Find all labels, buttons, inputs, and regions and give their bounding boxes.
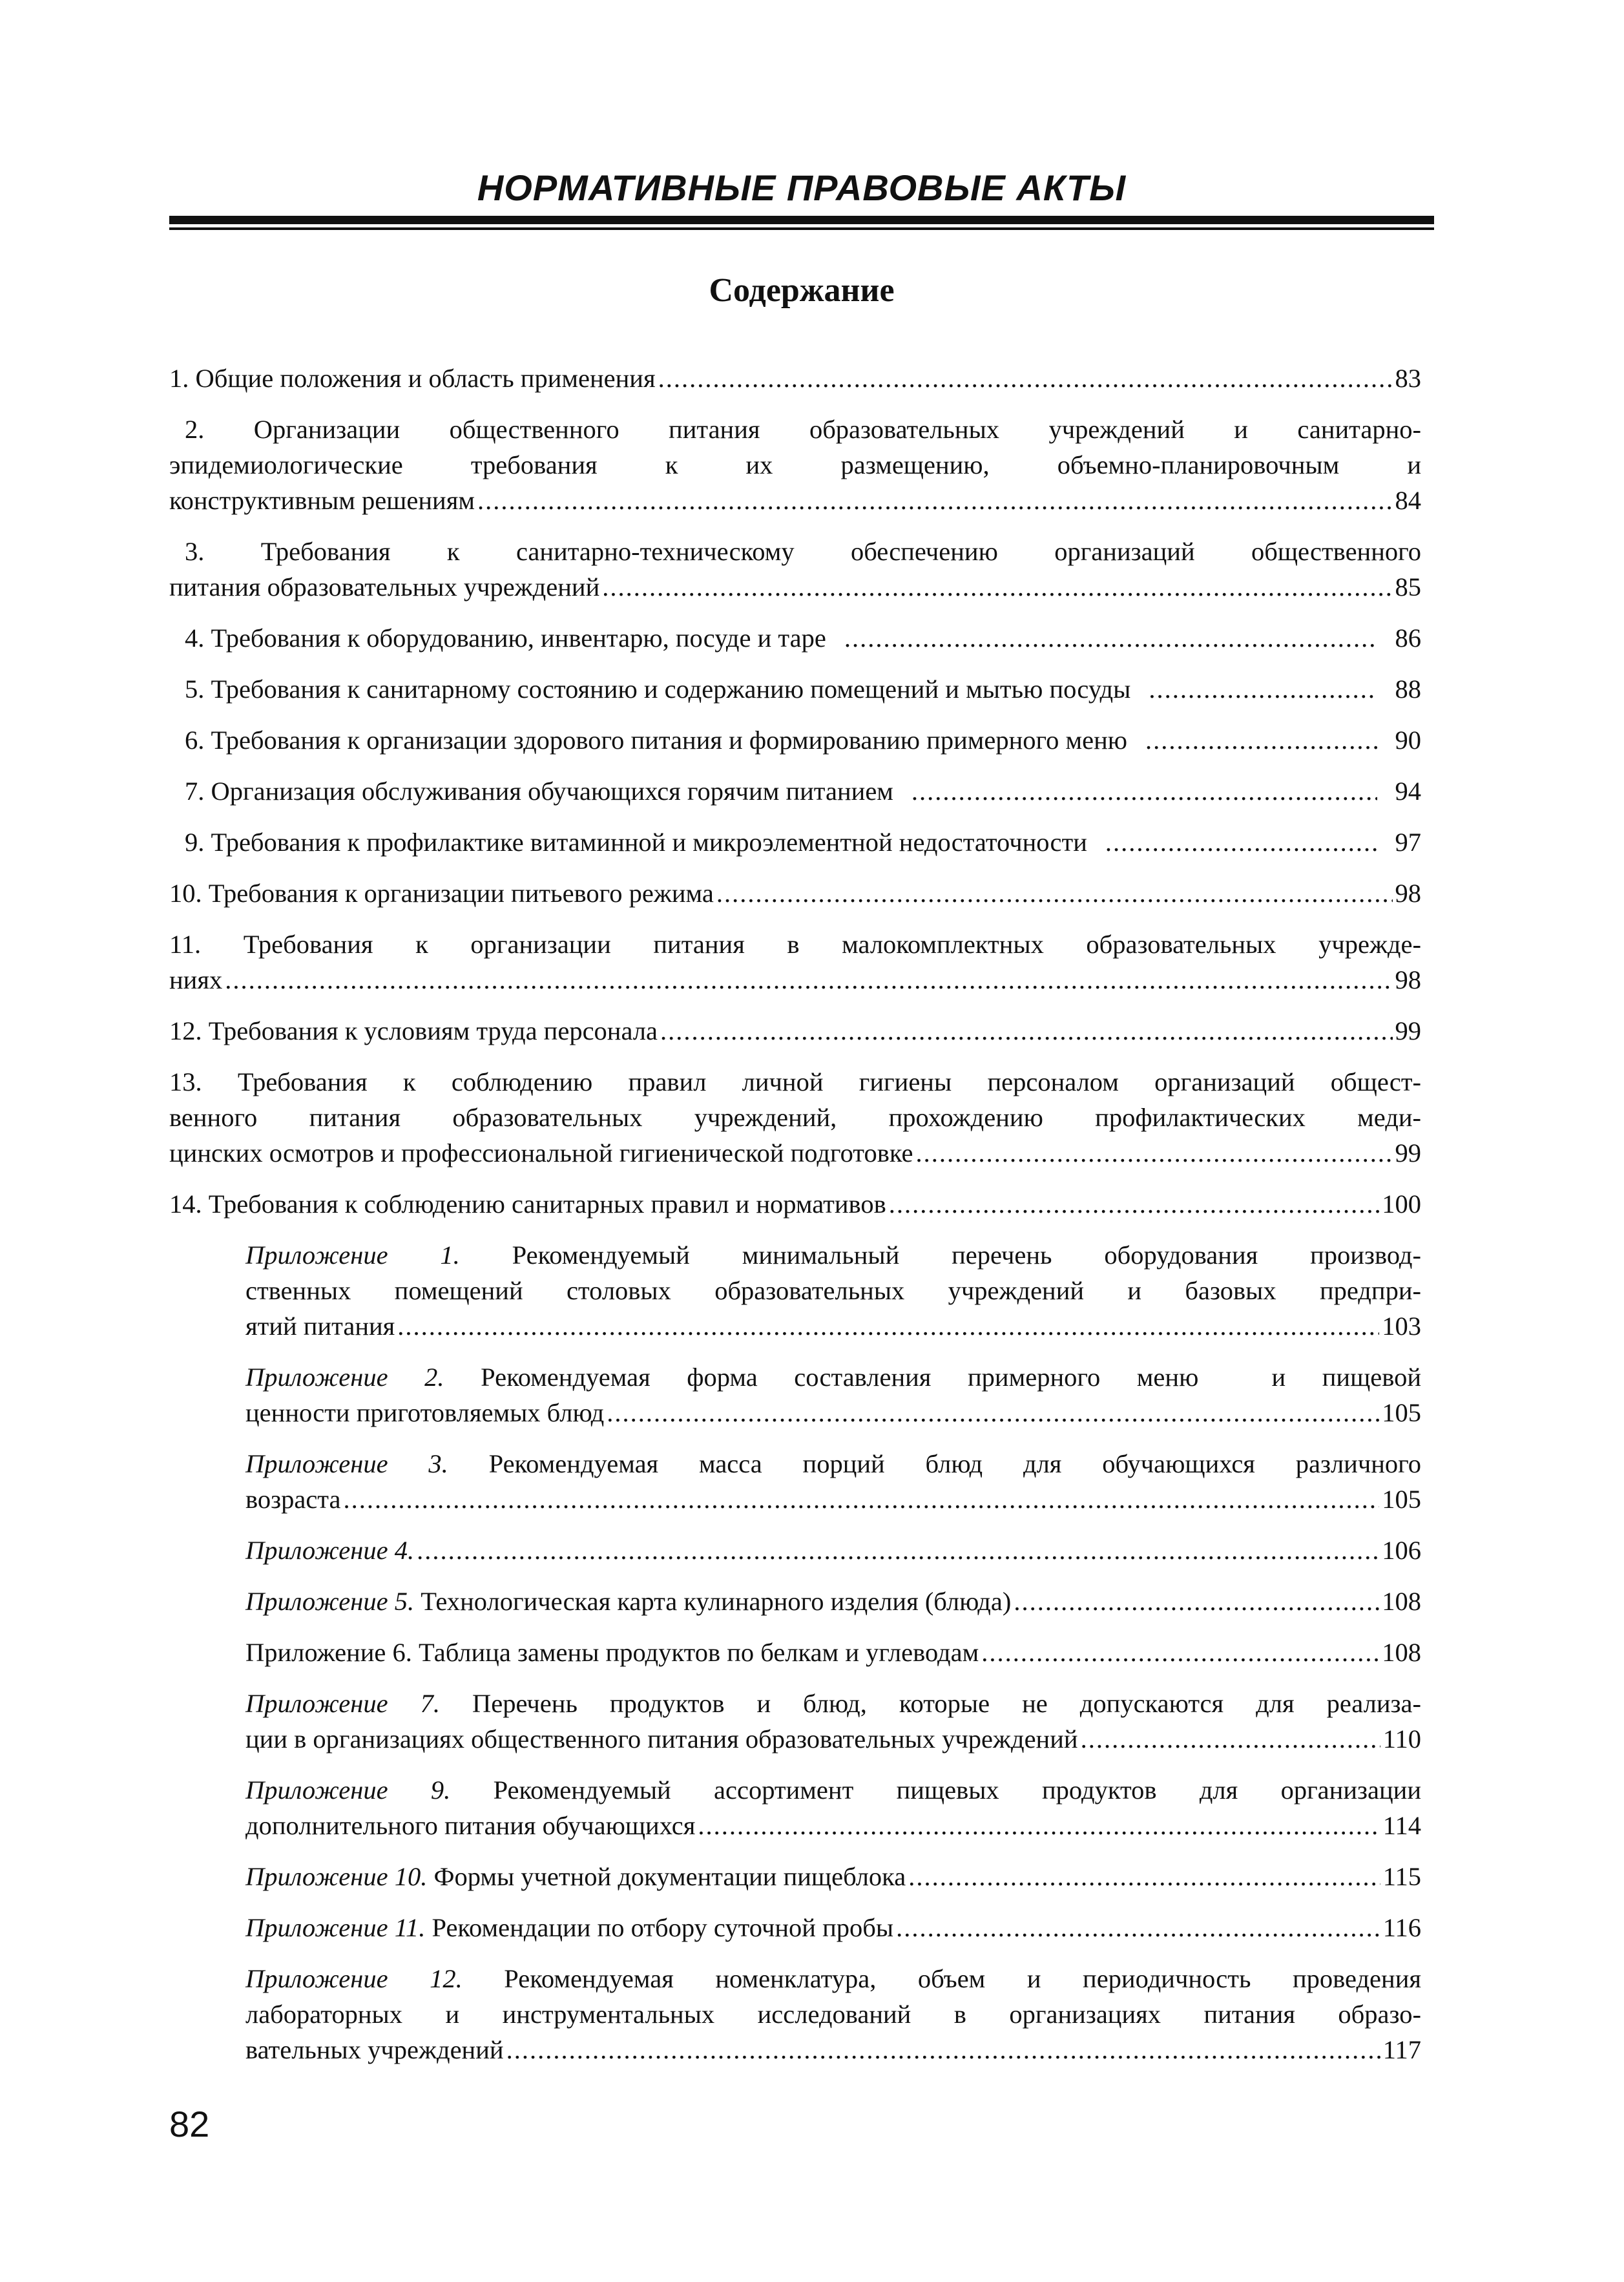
toc-entry-line	[169, 361, 1421, 396]
toc-page-number: 86	[1395, 623, 1421, 653]
toc-entry-line	[245, 1721, 1421, 1757]
dot-leader	[915, 1135, 1392, 1171]
toc-appendix-entry	[245, 1237, 1421, 1344]
toc-entry-text: 6. Требования к организации здорового питания и формированию примерного меню	[185, 726, 1128, 755]
toc-page-number: 99	[1395, 1138, 1421, 1167]
appendix-label: Приложение 1.	[245, 1240, 460, 1270]
toc-page-number: 105	[1382, 1398, 1421, 1427]
appendix-text: Перечень продуктов и блюд, которые не допускаются для реализа-	[439, 1689, 1421, 1718]
dot-leader	[1130, 722, 1377, 758]
toc-entry-line	[169, 569, 1421, 605]
toc-entry-line	[169, 875, 1421, 911]
toc-entry-text	[245, 1446, 1421, 1481]
appendix-label: Приложение 2.	[245, 1363, 444, 1392]
toc-entry-text: ниях	[169, 965, 223, 994]
appendix-label: Приложение 10.	[245, 1862, 428, 1891]
dot-leader	[1081, 1721, 1380, 1757]
appendix-text: Рекомендуемый минимальный перечень оборудования производ-	[459, 1240, 1421, 1270]
toc-entry-text: ции в организациях общественного питания образовательных учреждений	[245, 1724, 1078, 1753]
appendix-label: Приложение 5.	[245, 1587, 415, 1616]
toc-page-number: 108	[1382, 1587, 1421, 1616]
toc-page-number: 98	[1395, 965, 1421, 994]
toc-entry-line	[245, 1910, 1421, 1945]
toc-entry-text: дополнительного питания обучающихся	[245, 1811, 696, 1840]
contents-title: Содержание	[709, 272, 895, 309]
toc-entry	[169, 1013, 1421, 1049]
toc-appendix-entry	[245, 1686, 1421, 1757]
toc-page-number: 88	[1395, 675, 1421, 704]
toc-page-number: 84	[1395, 486, 1421, 515]
dot-leader	[1133, 671, 1377, 707]
toc-entry	[169, 773, 1421, 809]
toc-entry-text	[245, 1859, 906, 1894]
toc-entry-text: 3. Требования к санитарно-техническому обеспечению организаций общественного	[185, 537, 1421, 566]
toc-entry-line	[245, 1395, 1421, 1430]
toc-entry-text: цинских осмотров и профессиональной гигиенической подготовке	[169, 1138, 913, 1167]
appendix-label: Приложение 4.	[245, 1536, 415, 1565]
toc-entry-line	[245, 1481, 1421, 1517]
toc-page-number: 100	[1382, 1189, 1421, 1219]
header-rule-thick	[169, 216, 1434, 224]
dot-leader	[1014, 1584, 1379, 1619]
toc-entry	[169, 824, 1421, 860]
appendix-text: Формы учетной документации пищеблока	[427, 1862, 906, 1891]
toc-entry-text	[245, 1910, 893, 1945]
toc-page-number: 83	[1395, 364, 1421, 393]
toc-entry-line	[169, 1186, 1421, 1222]
toc-entry-text: эпидемиологические требования к их размещению, объемно-планировочным и	[169, 450, 1421, 479]
dot-leader	[981, 1635, 1379, 1670]
toc-entry	[169, 1064, 1421, 1171]
dot-leader	[343, 1481, 1379, 1517]
dot-leader	[477, 483, 1393, 518]
dot-leader	[716, 875, 1393, 911]
toc-entry-line	[245, 1859, 1421, 1894]
toc-entry	[169, 722, 1421, 758]
dot-leader	[658, 361, 1393, 396]
toc-page-number: 99	[1395, 1016, 1421, 1045]
toc-entry-text: конструктивным решениям	[169, 486, 475, 515]
toc-entry-text	[245, 1584, 1011, 1619]
toc-entry-text	[245, 1961, 1421, 1996]
appendix-label: Приложение 7.	[245, 1689, 440, 1718]
dot-leader	[908, 1859, 1380, 1894]
dot-leader	[1090, 824, 1377, 860]
toc-entry-text: ственных помещений столовых образовательных учреждений и базовых предпри-	[245, 1276, 1421, 1305]
toc-page-number: 90	[1395, 726, 1421, 755]
toc-entry-text: 9. Требования к профилактике витаминной и микроэлементной недостаточности	[185, 828, 1087, 857]
running-head: НОРМАТИВНЫЕ ПРАВОВЫЕ АКТЫ	[477, 167, 1127, 208]
toc-entry-text: 1. Общие положения и область применения	[169, 364, 656, 393]
toc-appendix-entry	[245, 1584, 1421, 1619]
toc-entry-line	[169, 483, 1421, 518]
toc-entry	[169, 534, 1421, 605]
dot-leader	[225, 962, 1392, 998]
toc-entry-text: 14. Требования к соблюдению санитарных правил и нормативов	[169, 1189, 886, 1219]
dot-leader	[829, 620, 1377, 656]
toc-appendix-entry	[245, 1635, 1421, 1670]
toc-entry-line	[245, 1808, 1421, 1843]
toc-entry-text	[245, 1237, 1421, 1273]
toc-entry	[169, 926, 1421, 998]
toc-entry-line	[245, 1635, 1421, 1670]
dot-leader	[698, 1808, 1380, 1843]
dot-leader	[896, 1910, 1380, 1945]
toc-page-number: 117	[1382, 2035, 1421, 2064]
dot-leader	[602, 569, 1392, 605]
appendix-label: Приложение 9.	[245, 1775, 451, 1805]
toc-appendix-entry	[245, 1533, 1421, 1568]
toc-entry-line	[169, 824, 1421, 860]
toc-entry	[169, 412, 1421, 518]
toc-entry-line	[169, 1135, 1421, 1171]
toc-appendix-entry	[245, 1359, 1421, 1430]
toc-appendix-entry	[245, 1910, 1421, 1945]
toc-entry-text: 7. Организация обслуживания обучающихся горячим питанием	[185, 777, 893, 806]
toc-entry-text: возраста	[245, 1485, 341, 1514]
toc-entry-line	[245, 2032, 1421, 2067]
toc-page-number: 94	[1395, 777, 1421, 806]
toc-entry	[169, 620, 1421, 656]
toc-entry-line	[169, 671, 1421, 707]
appendix-label: Приложение 12.	[245, 1964, 463, 1993]
toc-entry-text: ятий питания	[245, 1312, 395, 1341]
toc-entry-line	[169, 773, 1421, 809]
toc-page-number: 106	[1382, 1536, 1421, 1565]
table-of-contents	[169, 361, 1421, 2083]
toc-entry-text: Приложение 6. Таблица замены продуктов по белкам и углеводам	[245, 1638, 979, 1667]
toc-page-number: 103	[1382, 1312, 1421, 1341]
dot-leader	[896, 773, 1377, 809]
toc-entry-text	[245, 1359, 1421, 1395]
appendix-text: Рекомендуемый ассортимент пищевых продуктов для организации	[450, 1775, 1421, 1805]
toc-entry-line	[245, 1533, 1421, 1568]
toc-entry-line	[169, 620, 1421, 656]
toc-page-number: 97	[1395, 828, 1421, 857]
toc-entry	[169, 1186, 1421, 1222]
toc-entry-text: 10. Требования к организации питьевого режима	[169, 879, 714, 908]
toc-entry-text	[245, 1686, 1421, 1721]
toc-entry-text	[245, 1772, 1421, 1808]
toc-entry-text: 5. Требования к санитарному состоянию и содержанию помещений и мытью посуды	[185, 675, 1131, 704]
appendix-label: Приложение 3.	[245, 1449, 448, 1478]
toc-entry	[169, 671, 1421, 707]
toc-entry-line	[169, 1013, 1421, 1049]
toc-page-number: 114	[1382, 1811, 1421, 1840]
toc-page-number: 110	[1382, 1724, 1421, 1753]
toc-page-number: 116	[1382, 1913, 1421, 1942]
toc-entry-line	[245, 1308, 1421, 1344]
dot-leader	[506, 2032, 1380, 2067]
toc-page-number: 105	[1382, 1485, 1421, 1514]
toc-entry-text: вательных учреждений	[245, 2035, 504, 2064]
toc-entry-text: 12. Требования к условиям труда персонала	[169, 1016, 658, 1045]
toc-entry	[169, 875, 1421, 911]
toc-page-number: 115	[1382, 1862, 1421, 1891]
toc-entry-line	[245, 1584, 1421, 1619]
toc-entry-text: 13. Требования к соблюдению правил личной гигиены персоналом организаций общест-	[169, 1067, 1421, 1096]
dot-leader	[660, 1013, 1393, 1049]
toc-page-number: 85	[1395, 572, 1421, 602]
toc-entry	[169, 361, 1421, 396]
appendix-text: Рекомендуемая форма составления примерного меню и пищевой	[444, 1363, 1422, 1392]
appendix-text: Рекомендуемая номенклатура, объем и периодичность проведения	[462, 1964, 1422, 1993]
appendix-label: Приложение 11.	[245, 1913, 426, 1942]
toc-appendix-entry	[245, 1859, 1421, 1894]
appendix-text: Технологическая карта кулинарного изделия (блюда)	[414, 1587, 1012, 1616]
page-number: 82	[169, 2104, 210, 2144]
toc-entry-text: ценности приготовляемых блюд	[245, 1398, 605, 1427]
toc-entry-text: 4. Требования к оборудованию, инвентарю, посуде и таре	[185, 623, 826, 653]
toc-page-number: 108	[1382, 1638, 1421, 1667]
toc-entry-line	[169, 722, 1421, 758]
dot-leader	[607, 1395, 1379, 1430]
appendix-text: Рекомендуемая масса порций блюд для обучающихся различного	[448, 1449, 1421, 1478]
toc-appendix-entry	[245, 1772, 1421, 1843]
toc-appendix-entry	[245, 1961, 1421, 2067]
toc-entry-line	[169, 962, 1421, 998]
toc-entry-text: питания образовательных учреждений	[169, 572, 600, 602]
toc-entry-text: 11. Требования к организации питания в малокомплектных образовательных учрежде-	[169, 930, 1421, 959]
toc-appendix-entry	[245, 1446, 1421, 1517]
dot-leader	[397, 1308, 1379, 1344]
appendix-text: Рекомендации по отбору суточной пробы	[425, 1913, 894, 1942]
toc-page-number: 98	[1395, 879, 1421, 908]
dot-leader	[889, 1186, 1379, 1222]
dot-leader	[417, 1533, 1379, 1568]
toc-entry-text: 2. Организации общественного питания образовательных учреждений и санитарно-	[185, 415, 1421, 444]
toc-entry-text: лабораторных и инструментальных исследований в организациях питания образо-	[245, 2000, 1421, 2029]
toc-entry-text: венного питания образовательных учреждений, прохождению профилактических меди-	[169, 1103, 1421, 1132]
header-rule-thin	[169, 227, 1434, 230]
